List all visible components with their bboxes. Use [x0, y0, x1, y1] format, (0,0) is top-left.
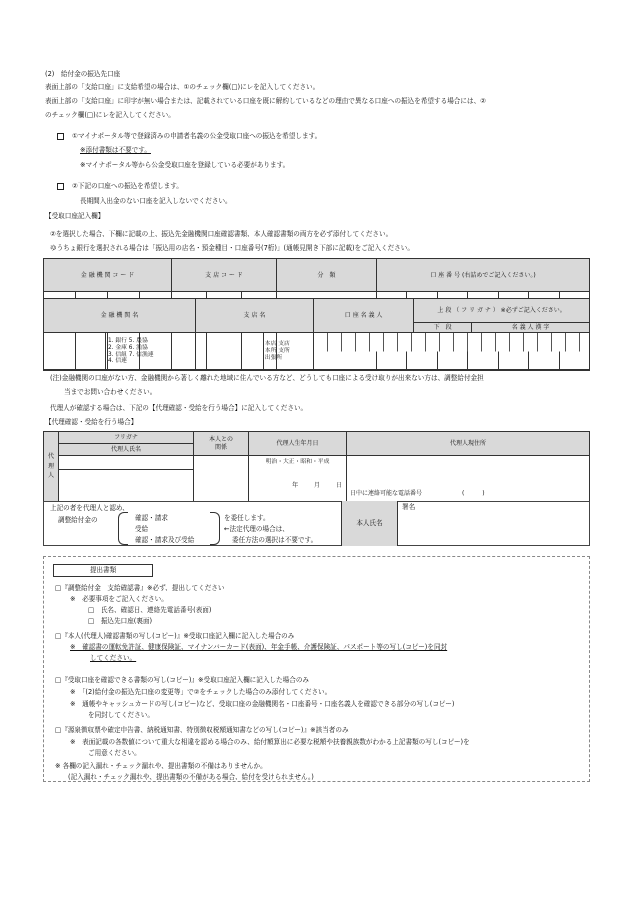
holder-grid[interactable]: [314, 333, 590, 371]
delegation-option[interactable]: 確認・請求及び受給: [135, 536, 195, 544]
account-note: ②を選択した場合、下欄に記載の上、振込先金融機関口座確認書類、本人確認書類の両方を必ず添付してください。: [50, 230, 393, 238]
type-header: 分 類: [277, 259, 377, 292]
doc-note: ※ 「(2)給付金の振込先口座の変更等」で②をチェックした場合のみ添付してください。: [70, 688, 332, 696]
branch-type: 本所 支所: [264, 348, 290, 355]
instruction-line: のチェック欄(□)にレを記入してください。: [45, 111, 175, 119]
branch-type-list[interactable]: [263, 333, 313, 371]
documents-title: 提出書類: [53, 564, 153, 577]
bank-type: 4. 信連: [108, 358, 127, 365]
proxy-side-char: 代: [47, 453, 54, 461]
account-note: ゆうちょ銀行を選択される場合は「振込用の店名・預金種目・口座番号(7桁)」(通帳見開き下部に記載)をご記入ください。: [50, 244, 414, 252]
proxy-side-char: 理: [47, 462, 54, 470]
bank-name-header: 金 融 機 関 名: [44, 299, 196, 333]
account-footnote: (注)金融機関の口座がない方、金融機関から著しく離れた地域に住んでいる方など、どうしても口座による受け取りが出来ない方は、調整給付金担: [50, 374, 484, 382]
warning-line: ※ 各欄の記入漏れ・チェック漏れや、提出書類の不備はありませんか。: [55, 762, 267, 770]
option1-label: ①マイナポータル等で登録済みの申請者名義の公金受取口座への振込を希望します。: [72, 132, 322, 140]
holder-header: 口 座 名 義 人: [314, 299, 414, 333]
instruction-line: 表面上部の「支給口座」に支給希望の場合は、①のチェック欄(□)にレを記入してください。: [45, 83, 320, 91]
doc-note: ※ 確認書の運転免許証、健康保険証、マイナンバーカード(表面)、年金手帳、介護保険証、パスポート等の写し(コピー)を同封: [70, 643, 448, 651]
principal-name-label: 本人氏名: [341, 501, 398, 546]
option1-note: ※添付書類は不要です。: [80, 146, 151, 154]
doc-note: ※ 必要事項をご記入ください。: [70, 595, 168, 603]
relation-label: 本人との 関係: [194, 432, 249, 456]
proxy-name-label: 代理人氏名: [59, 444, 194, 456]
proxy-furigana-input[interactable]: [59, 456, 194, 470]
branch-type: 本店 支店: [264, 341, 290, 348]
bank-type: 3. 信組 7. 信漁連: [108, 351, 154, 358]
address-label: 代理人現住所: [347, 432, 590, 456]
branch-name-header: 支 店 名: [195, 299, 313, 333]
account-footnote: 代理人が確認する場合は、下記の【代理確認・受給を行う場合】に記入してください。: [50, 404, 308, 412]
option2-checkbox[interactable]: [57, 183, 64, 190]
doc-item: □『調整給付金 支給確認書』※必ず、提出してください: [55, 584, 225, 592]
account-footnote: 当までお問い合わせください。: [64, 388, 157, 396]
delegation-line: 上記の者を代理人と認め、: [50, 504, 129, 512]
phone-paren: ( ): [461, 489, 485, 497]
branch-name-input[interactable]: [195, 333, 263, 371]
left-brace: [118, 512, 128, 545]
doc-item: □『受取口座を確認できる書類の写し(コピー)』※受取口座記入欄に記入した場合のみ: [55, 676, 310, 684]
bank-type: 1. 銀行 5. 農協: [108, 337, 148, 344]
doc-note: ※ 表面記載の各数値について重大な相違を認める場合のみ、給付額算出に必要な税額や扶養親族数がわかる上記書類の写し(コピー)を: [70, 738, 470, 746]
doc-note: を同封してください。: [88, 711, 154, 719]
delegation-option[interactable]: 確認・請求: [135, 514, 168, 522]
lower-header: 下 段: [414, 323, 472, 333]
doc-note: ※ 通帳やキャッシュカードの写し(コピー)など、受取口座の金融機関名・口座番号・口座名義人を確認できる部分の写し(コピー): [70, 700, 455, 708]
section-title: (2) 給付金の振込先口座: [45, 70, 121, 78]
signature-label: 署名: [402, 503, 416, 511]
phone-label: 日中に連絡可能な電話番号: [350, 489, 423, 497]
option1-note: ※マイナポータル等から公金受取口座を登録している必要があります。: [80, 161, 290, 169]
option2-note: 長期間入出金のない口座を記入しないでください。: [80, 197, 232, 205]
right-brace: [210, 512, 220, 545]
furigana-label: フリガナ: [59, 432, 194, 444]
era-options[interactable]: 明治・大正・昭和・平成: [249, 456, 347, 470]
bank-name-input[interactable]: [44, 333, 106, 371]
proxy-name-input[interactable]: [59, 470, 194, 502]
relation-input[interactable]: [194, 456, 249, 502]
proxy-table: [43, 431, 590, 502]
option2-label: ②下記の口座への振込を希望します。: [72, 182, 183, 190]
account-name-table: [43, 298, 590, 371]
branch-type: 出張所: [264, 354, 283, 361]
branch-code-header: 支 店 コ ー ド: [172, 259, 277, 292]
doc-note: ご用意ください。: [88, 749, 141, 757]
delegation-option[interactable]: 受給: [135, 525, 149, 533]
doc-item: □『源泉徴収票や確定申告書、納税通知書、特別徴収税額通知書などの写し(コピー)』※該当者のみ: [55, 726, 349, 734]
proxy-side-char: 人: [47, 472, 54, 480]
day-label: 日: [335, 481, 342, 489]
birthdate-input[interactable]: [249, 470, 347, 502]
signature-input[interactable]: [398, 501, 590, 546]
warning-line: (記入漏れ・チェック漏れや、提出書類の不備がある場合、給付を受けられません。): [68, 773, 314, 781]
doc-check: □ 氏名、確認日、連絡先電話番号(表面): [88, 606, 212, 614]
delegation-text: を委任します。: [224, 514, 270, 522]
birthdate-label: 代理人生年月日: [249, 432, 347, 456]
bank-type-list[interactable]: [106, 333, 196, 371]
doc-check: □ 振込先口座(裏面): [88, 617, 153, 625]
proxy-section-title: 【代理確認・受給を行う場合】: [45, 418, 138, 426]
month-label: 月: [314, 481, 321, 489]
delegation-text: 委任方法の選択は不要です。: [232, 536, 318, 544]
account-number-header: 口 座 番 号 (右詰めでご記入ください。): [377, 259, 590, 292]
year-label: 年: [292, 481, 299, 489]
bank-type: 2. 金庫 6. 漁協: [108, 344, 148, 351]
delegation-label: 調整給付金の: [58, 516, 98, 524]
doc-item: □『本人(代理人)確認書類の写し(コピー)』※受取口座記入欄に記入した場合のみ: [55, 632, 295, 640]
delegation-text: ←法定代理の場合は、: [224, 525, 289, 533]
proxy-side-label: [44, 432, 59, 502]
furigana-header: 上 段 （ フ リ ガ ナ ） ※必ずご記入ください。: [414, 299, 590, 323]
doc-note: してください。: [90, 654, 137, 662]
kanji-header: 名 義 人 漢 字: [472, 323, 590, 333]
instruction-line: 表面上部の「支給口座」に印字が無い場合または、記載されている口座を既に解約しているなどの理由で異なる口座への振込を希望する場合には、②: [45, 97, 487, 105]
address-input[interactable]: [347, 456, 590, 502]
account-section-title: 【受取口座記入欄】: [45, 212, 105, 220]
bank-code-header: 金 融 機 関 コ ー ド: [44, 259, 172, 292]
option1-checkbox[interactable]: [57, 133, 64, 140]
